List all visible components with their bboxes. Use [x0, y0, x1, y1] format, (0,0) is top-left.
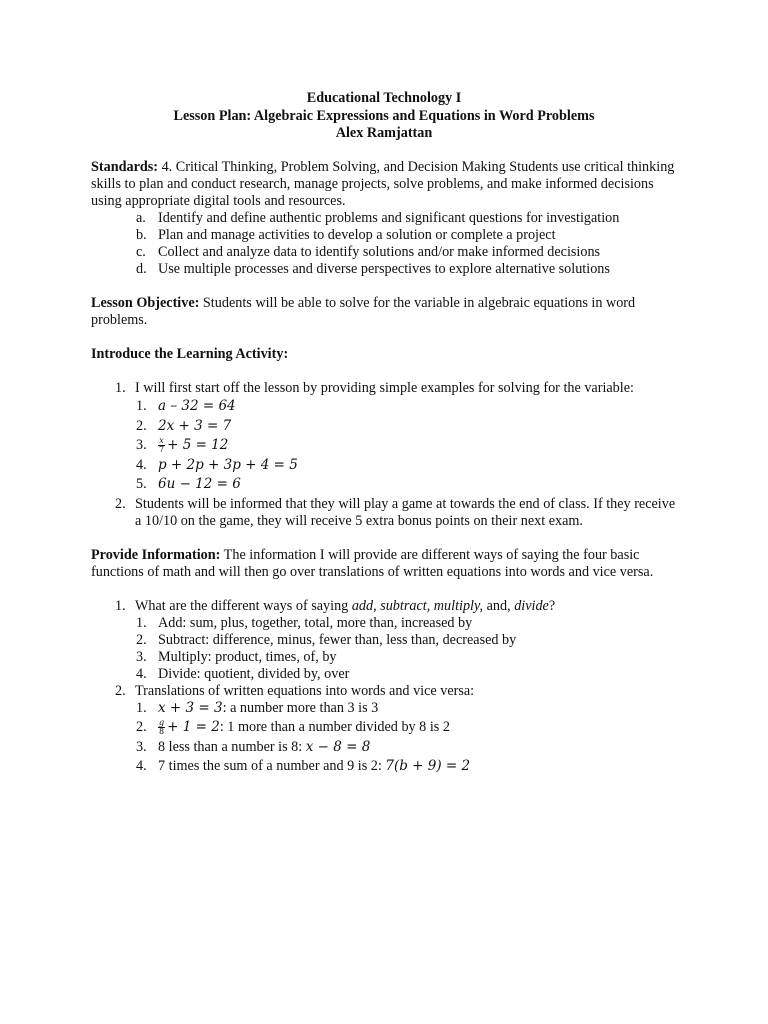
equation-item: 5. 6u − 12 = 6 [136, 476, 241, 492]
introduce-heading: Introduce the Learning Activity: [91, 346, 289, 362]
equation-item: 1. a – 32 = 64 [136, 398, 236, 414]
standards-list [91, 210, 683, 278]
equation-list [91, 398, 683, 496]
standards-paragraph [91, 159, 683, 210]
list-item: 2. Translations of written equations into words and vice versa: 1. x + 3 = 3: a number more than 3 is 3 2. $\frac{g}{8}$ + 1 = 2: 1 more than a number divided by 8 is 2 3. 8 less than a number is 8: x − 8 = 8 4. 7 times the sum of a number and 9 is 2: 7(b + 9) = 2 [91, 683, 683, 778]
provide-label: Provide Information: [91, 546, 221, 563]
equation-item: 4. p + 2p + 3p + 4 = 5 [136, 456, 298, 473]
list-item: 2. $\frac{g}{8}$ + 1 = 2: 1 more than a number divided by 8 is 2 [136, 718, 450, 737]
introduce-item-1: I will first start off the lesson by providing simple examples for solving for the variable: [135, 380, 634, 396]
list-item: 4. Divide: quotient, divided by, over [136, 665, 350, 682]
list-item: 1. Add: sum, plus, together, total, more than, increased by [136, 614, 473, 631]
list-item: 1. What are the different ways of saying add, subtract, multiply, and, divide? 1. Add: sum, plus, together, total, more than, increased by 2. Subtract: difference, minus, fewer than, less than, decreased by 3. Multiply: product, times, of, by 4. Divide: quotient, divided by, over [91, 598, 683, 683]
provide-list [91, 598, 683, 778]
list-item: c. Collect and analyze data to identify solutions and/or make informed decisions [136, 244, 601, 260]
list-item: 3. 8 less than a number is 8: x − 8 = 8 [136, 738, 371, 755]
list-item: 1. I will first start off the lesson by providing simple examples for solving for the variable: 1. a – 32 = 64 2. 2x + 3 = 7 3. $\frac{x}{7}$ + 5 = 12 4. p + 2p + 3p + 4 = 5 5. 6u − 12 = 6 [91, 380, 683, 496]
equation-item: 3. $\frac{x}{7}$ + 5 = 12 [136, 436, 229, 455]
provide-paragraph [91, 547, 683, 581]
translations-list [91, 700, 683, 778]
list-item: 4. 7 times the sum of a number and 9 is 2: 7(b + 9) = 2 [136, 758, 471, 774]
equation-item: 2. 2x + 3 = 7 [136, 417, 232, 434]
objective-paragraph [91, 295, 683, 329]
list-item: 3. Multiply: product, times, of, by [136, 648, 337, 665]
fraction: $\frac{g}{8}$ [159, 718, 165, 737]
standards-label: Standards: [91, 159, 159, 175]
document-body [91, 159, 683, 778]
provide-text: The information I will provide are different ways of saying the four basic functions of math and will then go over translations of written equations into words and vice versa. [91, 546, 654, 580]
ways-list [91, 615, 683, 683]
document-header [0, 90, 768, 143]
list-item: b. Plan and manage activities to develop a solution or complete a project [136, 227, 556, 243]
objective-text: Students will be able to solve for the variable in algebraic equations in word problems. [91, 295, 636, 328]
objective-label: Lesson Objective: [91, 295, 200, 311]
introduce-item-2: Students will be informed that they will play a game at towards the end of class. If they receive a 10/10 on the game, they will receive 5 extra bonus points on their next exam. [135, 495, 676, 529]
list-item: 1. x + 3 = 3: a number more than 3 is 3 [136, 699, 379, 716]
fraction: $\frac{x}{7}$ [159, 436, 165, 455]
list-item: a. Identify and define authentic problems and significant questions for investigation [136, 210, 620, 226]
introduce-list [91, 380, 683, 530]
lesson-title: Lesson Plan: Algebraic Expressions and Equations in Word Problems [173, 107, 595, 124]
author-name: Alex Ramjattan [335, 125, 433, 141]
standards-text: 4. Critical Thinking, Problem Solving, and Decision Making Students use critical thinking skills to plan and conduct research, manage projects, solve problems, and make informed decisions using appropriate digital tools and resources. [91, 159, 675, 209]
course-title: Educational Technology I [306, 90, 462, 106]
list-item: 2. Students will be informed that they will play a game at towards the end of class. If they receive a 10/10 on the game, they will receive 5 extra bonus points on their next exam. [115, 495, 676, 529]
list-item: d. Use multiple processes and diverse perspectives to explore alternative solutions [136, 261, 610, 277]
list-item: 2. Subtract: difference, minus, fewer than, less than, decreased by [136, 631, 517, 648]
